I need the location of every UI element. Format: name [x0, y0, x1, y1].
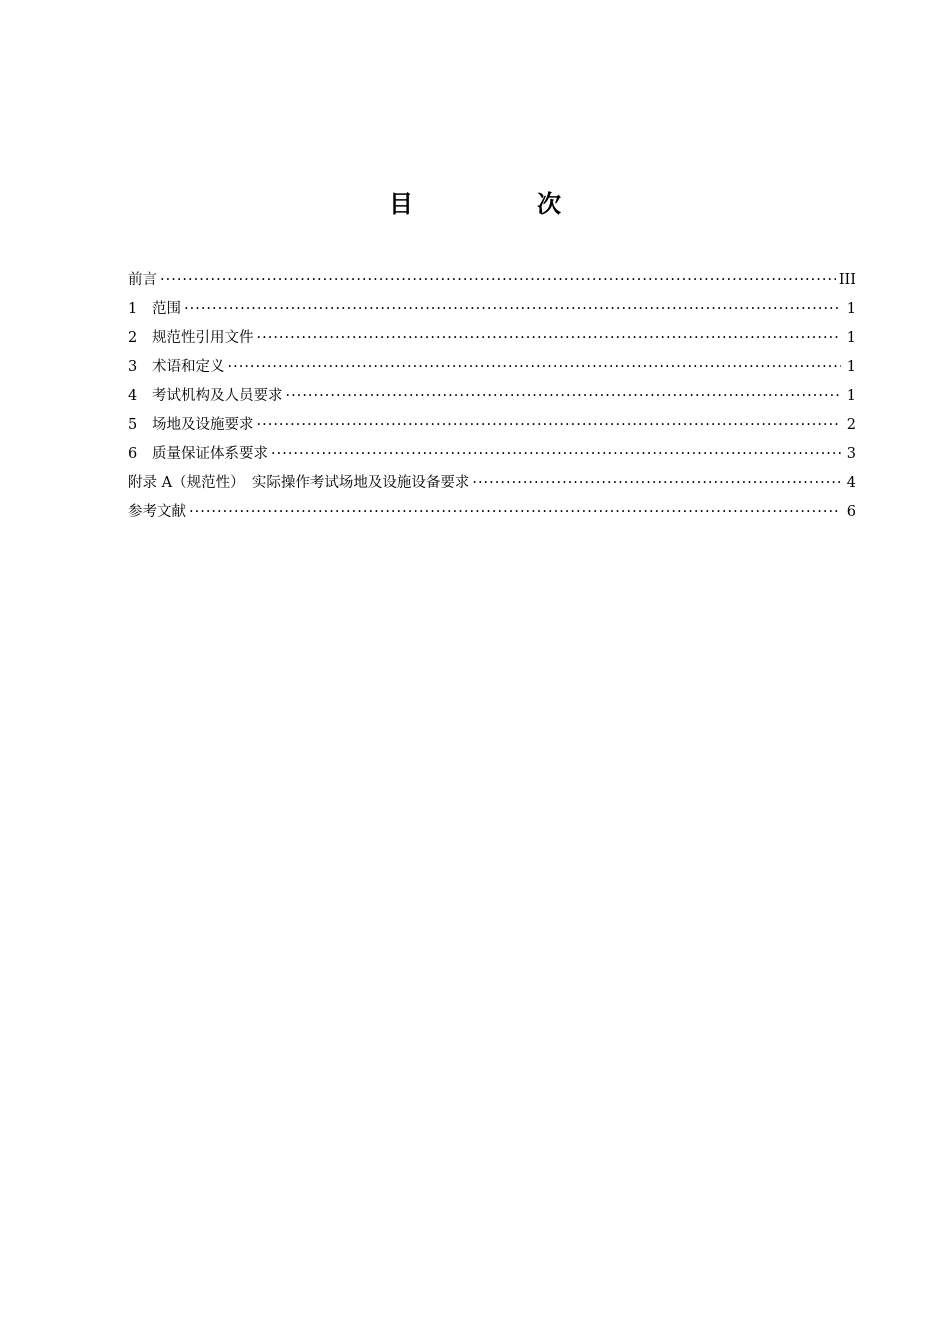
toc-entry-site-facilities[interactable] — [128, 411, 856, 440]
toc-dot-leader — [286, 382, 842, 411]
toc-entry-page: 6 — [846, 504, 856, 520]
toc-entry-appendix-a[interactable] — [128, 469, 856, 498]
toc-entry-number: 4 — [128, 388, 138, 404]
toc-entry-label: 场地及设施要求 — [152, 417, 254, 433]
toc-dot-leader — [184, 295, 841, 324]
toc-entry-page: 1 — [846, 330, 856, 346]
toc-entry-number: 2 — [128, 330, 138, 346]
toc-dot-leader — [160, 266, 836, 295]
toc-entry-scope[interactable] — [128, 295, 856, 324]
toc-entry-number: 1 — [128, 301, 138, 317]
toc-entry-exam-organization[interactable] — [128, 382, 856, 411]
toc-entry-page: 2 — [846, 417, 856, 433]
toc-dot-leader — [257, 411, 842, 440]
toc-entry-number: 5 — [128, 417, 138, 433]
toc-entry-number: 6 — [128, 446, 138, 462]
toc-entry-page: 1 — [846, 359, 856, 375]
toc-entry-normative-references[interactable] — [128, 324, 856, 353]
toc-dot-leader — [472, 469, 841, 498]
page-title: 目 次 — [389, 190, 611, 218]
toc-entry-page: 1 — [846, 301, 856, 317]
toc-entry-label: 规范性引用文件 — [152, 330, 254, 346]
toc-entry-label: 范围 — [152, 301, 181, 317]
toc-entry-label: 参考文献 — [128, 504, 186, 520]
toc-dot-leader — [271, 440, 841, 469]
toc-dot-leader — [228, 353, 842, 382]
toc-entry-label: 质量保证体系要求 — [152, 446, 268, 462]
table-of-contents — [128, 266, 856, 527]
toc-entry-foreword[interactable] — [128, 266, 856, 295]
toc-entry-label: 附录 A（规范性） 实际操作考试场地及设施设备要求 — [128, 475, 470, 491]
toc-entry-page: III — [838, 272, 856, 288]
toc-entry-label: 术语和定义 — [152, 359, 225, 375]
toc-entry-quality-assurance[interactable] — [128, 440, 856, 469]
toc-entry-page: 4 — [846, 475, 856, 491]
toc-dot-leader — [257, 324, 842, 353]
toc-entry-bibliography[interactable] — [128, 498, 856, 527]
toc-entry-terms-definitions[interactable] — [128, 353, 856, 382]
toc-entry-page: 3 — [846, 446, 856, 462]
toc-entry-label: 前言 — [128, 272, 157, 288]
toc-entry-number: 3 — [128, 359, 138, 375]
toc-entry-label: 考试机构及人员要求 — [152, 388, 283, 404]
toc-dot-leader — [189, 498, 841, 527]
toc-entry-page: 1 — [846, 388, 856, 404]
